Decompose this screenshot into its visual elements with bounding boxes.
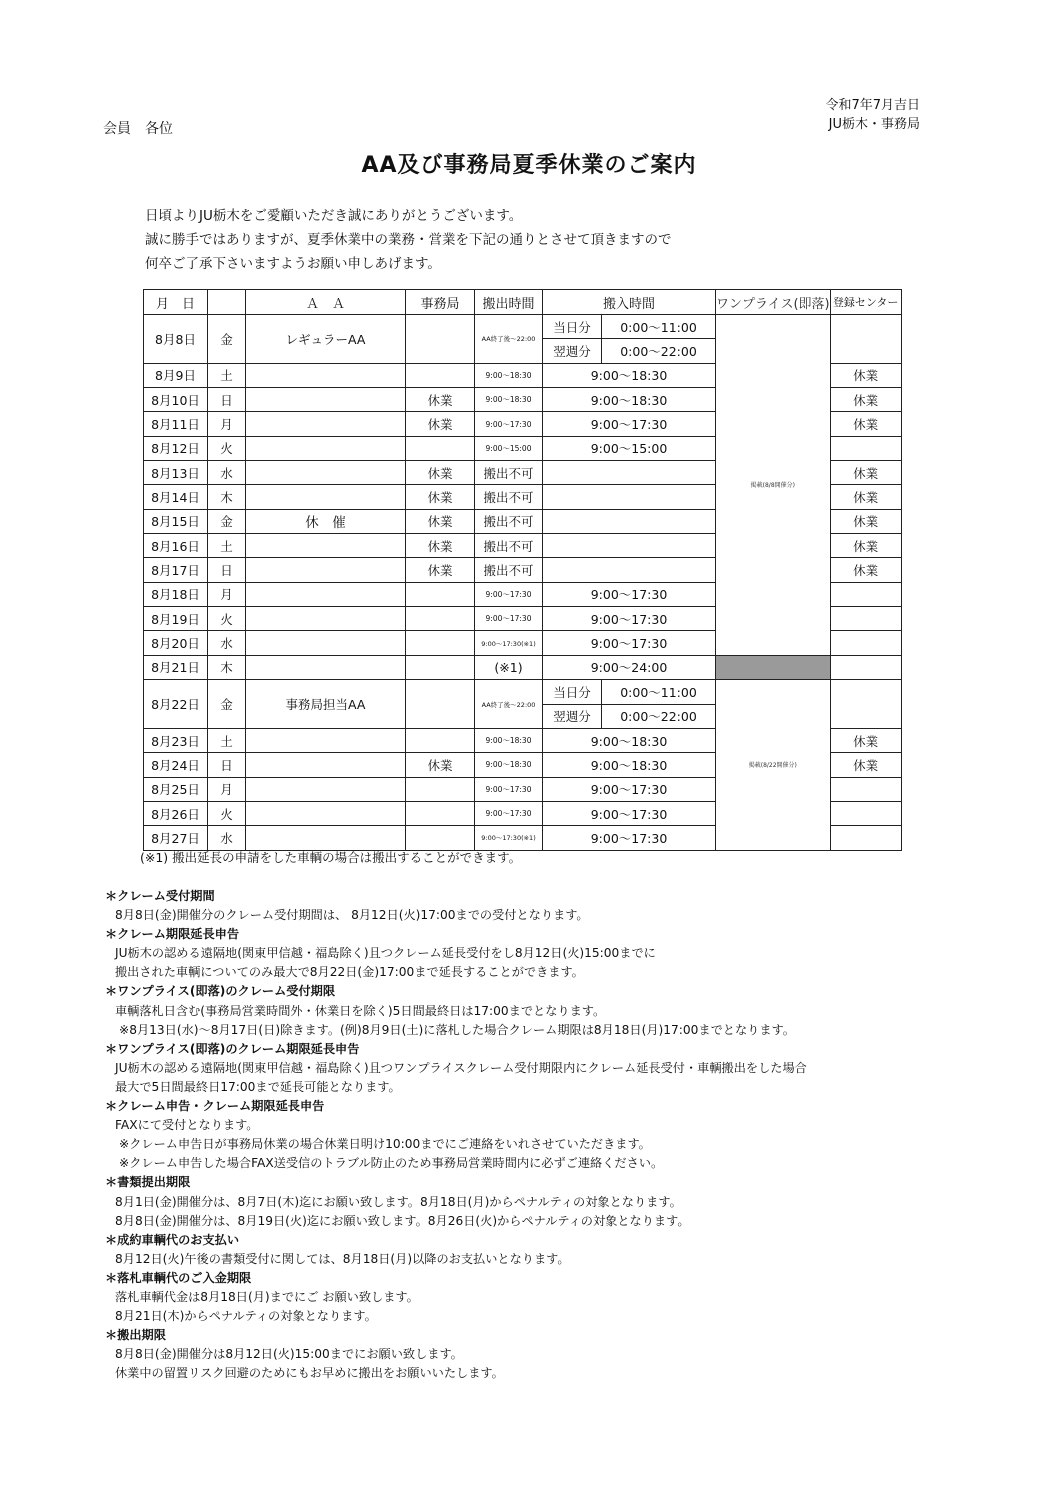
row-aa: レギュラーAA: [246, 315, 406, 364]
row-in: 9:00〜17:30: [543, 826, 716, 850]
row-office: 休業: [406, 412, 475, 436]
row-day: 火: [208, 801, 246, 825]
note-line: 8月8日(金)開催分は、8月19日(火)迄にお願い致します。8月26日(火)からペナルティの対象となります。: [115, 1213, 690, 1228]
note-line: JU栃木の認める遠隔地(関東甲信越・福島除く)且つワンプライスクレーム受付期限内にクレーム延長受付・車輌搬出をした場合: [115, 1060, 807, 1075]
row-day: 水: [208, 631, 246, 655]
row-center: 休業: [830, 485, 901, 509]
row-date: 8月11日: [144, 412, 208, 436]
note-line: 8月21日(木)からペナルティの対象となります。: [115, 1309, 377, 1324]
row-out: 9:00〜17:30: [475, 801, 543, 825]
note-line: ※クレーム申告した場合FAX送受信のトラブル防止のため事務局営業時間内に必ずご連絡ください。: [119, 1156, 664, 1171]
row-aa: [246, 826, 406, 850]
row-out: AA終了後〜22:00: [475, 680, 543, 729]
table-header-row: [144, 290, 902, 315]
intro-line: 何卒ご了承下さいますようお願い申しあげます。: [145, 256, 441, 272]
row-in: 9:00〜24:00: [543, 655, 716, 679]
row-office: [406, 631, 475, 655]
row-aa: [246, 558, 406, 582]
row-date: 8月27日: [144, 826, 208, 850]
note-line: 休業中の留置リスク回避のためにもお早めに搬出をお願いいたします。: [115, 1366, 504, 1381]
row-aa: [246, 777, 406, 801]
row-day: 日: [208, 558, 246, 582]
table-footnote: (※1) 搬出延長の申請をした車輌の場合は搬出することができます。: [140, 850, 522, 865]
row-in: 9:00〜18:30: [543, 753, 716, 777]
row-out: 搬出不可: [475, 461, 543, 485]
header-oneprice: ワンプライス(即落): [716, 290, 831, 315]
row-aa: [246, 631, 406, 655]
row-date: 8月9日: [144, 363, 208, 387]
row-date: 8月24日: [144, 753, 208, 777]
note-line: ※8月13日(水)〜8月17日(日)除きます。(例)8月9日(土)に落札した場合クレーム期限は8月18日(月)17:00までとなります。: [119, 1022, 795, 1037]
header-office: 事務局: [406, 290, 475, 315]
row-day: 日: [208, 388, 246, 412]
row-office: [406, 826, 475, 850]
row-in-time: 0:00〜11:00: [602, 680, 716, 704]
row-office: 休業: [406, 558, 475, 582]
row-aa: 休 催: [246, 509, 406, 533]
row-office: 休業: [406, 753, 475, 777]
row-date: 8月19日: [144, 607, 208, 631]
row-out: 9:00〜18:30: [475, 753, 543, 777]
row-date: 8月8日: [144, 315, 208, 364]
row-in-label: 翌週分: [543, 704, 602, 728]
row-out: 9:00〜17:30: [475, 582, 543, 606]
row-aa: [246, 363, 406, 387]
row-in: [543, 509, 716, 533]
intro-line: 誠に勝手ではありますが、夏季休業中の業務・営業を下記の通りとさせて頂きますので: [145, 232, 672, 248]
row-date: 8月21日: [144, 655, 208, 679]
note-line: JU栃木の認める遠隔地(関東甲信越・福島除く)且つクレーム延長受付をし8月12日(火)15:00までに: [115, 946, 656, 961]
row-center: [830, 777, 901, 801]
row-day: 月: [208, 777, 246, 801]
note-line: 車輌落札日含む(事務局営業時間外・休業日を除く)5日間最終日は17:00までとなります。: [115, 1003, 606, 1018]
row-aa: [246, 753, 406, 777]
row-date: 8月23日: [144, 728, 208, 752]
addressee: 会員 各位: [103, 121, 173, 137]
row-office: [406, 655, 475, 679]
row-in: 9:00〜18:30: [543, 363, 716, 387]
row-date: 8月16日: [144, 534, 208, 558]
note-heading: ＊落札車輌代のご入金期限: [105, 1270, 252, 1285]
page-title: AA及び事務局夏季休業のご案内: [361, 153, 697, 178]
note-line: ※クレーム申告日が事務局休業の場合休業日明け10:00までにご連絡をいれさせていただきます。: [119, 1137, 651, 1152]
note-heading: ＊書類提出期限: [105, 1175, 191, 1190]
row-in: 9:00〜17:30: [543, 801, 716, 825]
header-date: 月 日: [144, 290, 208, 315]
row-aa: [246, 461, 406, 485]
row-day: 金: [208, 315, 246, 364]
row-out: 9:00〜18:30: [475, 388, 543, 412]
row-office: [406, 607, 475, 631]
row-office: 休業: [406, 509, 475, 533]
row-office: 休業: [406, 461, 475, 485]
row-office: 休業: [406, 388, 475, 412]
row-center: 休業: [830, 753, 901, 777]
row-out: 搬出不可: [475, 558, 543, 582]
header-day: [208, 290, 246, 315]
row-day: 土: [208, 728, 246, 752]
row-center: 休業: [830, 412, 901, 436]
row-in: 9:00〜17:30: [543, 607, 716, 631]
oneprice-cell: 掲載(8/8開催分): [716, 315, 831, 656]
row-out: AA終了後〜22:00: [475, 315, 543, 364]
row-date: 8月15日: [144, 509, 208, 533]
header-in: 搬入時間: [543, 290, 716, 315]
row-out: 9:00〜18:30: [475, 363, 543, 387]
row-date: 8月20日: [144, 631, 208, 655]
row-in: [543, 485, 716, 509]
issuer-name: JU栃木・事務局: [828, 117, 920, 132]
notes-section: [105, 887, 955, 1383]
row-center: 休業: [830, 558, 901, 582]
row-office: 休業: [406, 485, 475, 509]
row-center: [830, 582, 901, 606]
issue-date: 令和7年7月吉日: [825, 98, 920, 113]
row-date: 8月26日: [144, 801, 208, 825]
row-out: 9:00〜15:00: [475, 436, 543, 460]
row-day: 日: [208, 753, 246, 777]
row-out: 9:00〜17:30: [475, 412, 543, 436]
row-aa: [246, 728, 406, 752]
note-line: 最大で5日間最終日17:00まで延長可能となります。: [115, 1079, 401, 1094]
header-center: 登録センター: [830, 290, 901, 315]
row-day: 月: [208, 412, 246, 436]
row-center: [830, 607, 901, 631]
note-heading: ＊成約車輌代のお支払い: [105, 1232, 240, 1247]
row-in: 9:00〜17:30: [543, 777, 716, 801]
note-heading: ＊クレーム受付期間: [105, 889, 215, 903]
row-out: (※1): [475, 655, 543, 679]
row-date: 8月25日: [144, 777, 208, 801]
row-day: 月: [208, 582, 246, 606]
row-out: 搬出不可: [475, 509, 543, 533]
note-line: 落札車輌代金は8月18日(月)までにご お願い致します。: [115, 1289, 419, 1304]
row-center: [830, 436, 901, 460]
row-out: 9:00〜18:30: [475, 728, 543, 752]
row-out: 9:00〜17:30(※1): [475, 631, 543, 655]
row-in-label: 当日分: [543, 315, 602, 339]
row-in: 9:00〜17:30: [543, 631, 716, 655]
note-line: 8月8日(金)開催分のクレーム受付期間は、 8月12日(火)17:00までの受付となります。: [115, 908, 589, 923]
row-in-time: 0:00〜22:00: [602, 339, 716, 363]
row-in: 9:00〜17:30: [543, 582, 716, 606]
note-heading: ＊ワンプライス(即落)のクレーム期限延長申告: [105, 1041, 360, 1056]
row-day: 土: [208, 363, 246, 387]
row-center: 休業: [830, 534, 901, 558]
row-day: 水: [208, 461, 246, 485]
row-office: [406, 728, 475, 752]
row-center: [830, 826, 901, 850]
table-row: [144, 315, 902, 339]
row-in-label: 当日分: [543, 680, 602, 704]
row-in-time: 0:00〜22:00: [602, 704, 716, 728]
row-date: 8月22日: [144, 680, 208, 729]
row-out: 9:00〜17:30(※1): [475, 826, 543, 850]
row-out: 9:00〜17:30: [475, 607, 543, 631]
schedule-table: [143, 289, 902, 851]
row-out: 搬出不可: [475, 485, 543, 509]
row-day: 木: [208, 655, 246, 679]
row-aa: [246, 412, 406, 436]
row-in: [543, 461, 716, 485]
row-center: 休業: [830, 363, 901, 387]
row-aa: 事務局担当AA: [246, 680, 406, 729]
row-day: 金: [208, 680, 246, 729]
row-office: [406, 680, 475, 729]
oneprice-cell: 掲載(8/22開催分): [716, 680, 831, 850]
row-center: 休業: [830, 728, 901, 752]
oneprice-shaded-cell: [716, 655, 831, 679]
row-in-time: 0:00〜11:00: [602, 315, 716, 339]
row-office: [406, 436, 475, 460]
row-office: [406, 582, 475, 606]
note-line: 8月8日(金)開催分は8月12日(火)15:00までにお願い致します。: [115, 1347, 463, 1362]
note-line: 8月12日(火)午後の書類受付に関しては、8月18日(月)以降のお支払いとなります。: [115, 1251, 570, 1266]
row-office: [406, 363, 475, 387]
row-office: [406, 777, 475, 801]
row-day: 土: [208, 534, 246, 558]
row-aa: [246, 655, 406, 679]
row-center: 休業: [830, 388, 901, 412]
row-aa: [246, 607, 406, 631]
row-office: 休業: [406, 534, 475, 558]
table-row: [144, 680, 902, 704]
row-in: 9:00〜18:30: [543, 728, 716, 752]
note-line: 8月1日(金)開催分は、8月7日(木)迄にお願い致します。8月18日(月)からペナルティの対象となります。: [115, 1194, 682, 1209]
row-date: 8月14日: [144, 485, 208, 509]
note-heading: ＊クレーム申告・クレーム期限延長申告: [105, 1099, 325, 1114]
row-in: 9:00〜17:30: [543, 412, 716, 436]
table-row: [144, 655, 902, 679]
row-aa: [246, 485, 406, 509]
row-date: 8月12日: [144, 436, 208, 460]
row-center: 休業: [830, 509, 901, 533]
row-in: [543, 534, 716, 558]
row-center: [830, 801, 901, 825]
row-office: [406, 315, 475, 364]
row-date: 8月18日: [144, 582, 208, 606]
header-aa: Ａ Ａ: [246, 290, 406, 315]
row-date: 8月10日: [144, 388, 208, 412]
row-aa: [246, 801, 406, 825]
row-in-label: 翌週分: [543, 339, 602, 363]
row-aa: [246, 534, 406, 558]
row-center: [830, 631, 901, 655]
row-office: [406, 801, 475, 825]
row-center: [830, 655, 901, 679]
row-date: 8月17日: [144, 558, 208, 582]
intro-line: 日頃よりJU栃木をご愛顧いただき誠にありがとうございます。: [145, 208, 523, 224]
row-out: 搬出不可: [475, 534, 543, 558]
row-in: 9:00〜15:00: [543, 436, 716, 460]
row-day: 金: [208, 509, 246, 533]
row-aa: [246, 582, 406, 606]
note-line: FAXにて受付となります。: [115, 1118, 259, 1133]
row-in: [543, 558, 716, 582]
header-out: 搬出時間: [475, 290, 543, 315]
row-out: 9:00〜17:30: [475, 777, 543, 801]
row-center: 休業: [830, 461, 901, 485]
row-day: 木: [208, 485, 246, 509]
row-center: [830, 680, 901, 729]
row-date: 8月13日: [144, 461, 208, 485]
note-heading: ＊クレーム期限延長申告: [105, 927, 240, 942]
row-day: 火: [208, 436, 246, 460]
row-aa: [246, 388, 406, 412]
row-day: 火: [208, 607, 246, 631]
row-center: [830, 315, 901, 364]
note-line: 搬出された車輌についてのみ最大で8月22日(金)17:00まで延長することができます。: [115, 965, 584, 980]
row-in: 9:00〜18:30: [543, 388, 716, 412]
note-heading: ＊搬出期限: [105, 1328, 166, 1343]
row-day: 水: [208, 826, 246, 850]
note-heading: ＊ワンプライス(即落)のクレーム受付期限: [105, 984, 336, 999]
row-aa: [246, 436, 406, 460]
